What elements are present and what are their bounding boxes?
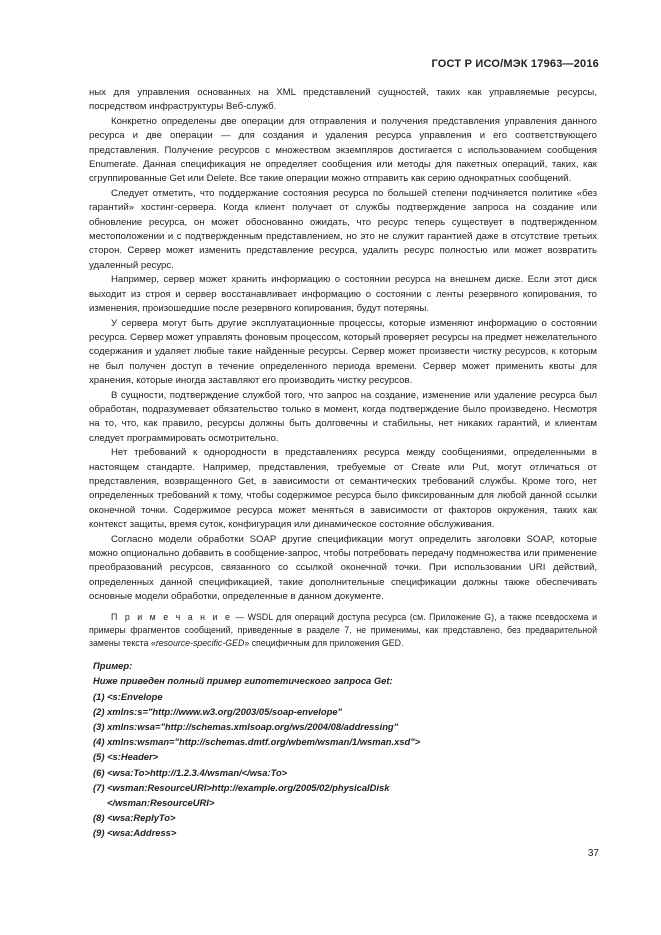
code-line: (2) xmlns:s="http://www.w3.org/2003/05/soap-envelope" bbox=[93, 705, 342, 717]
paragraph: Конкретно определены две операции для отправления и получения представления управления данного ресурса и две операции — для создания и удаления ресурса управления и его соответствующего представления. Получение ресурсов с множеством экземпляров достигается с использованием сообщения Enumerate. Данная спецификация не определяет сообщения или методы для пакетных операций, таких, как сгруппированные Get или Delete. Все такие операции можно отправить как серию однократных сообщений. bbox=[89, 115, 597, 185]
note bbox=[89, 611, 597, 651]
note-text: — WSDL для операций доступа ресурса (см. Приложение G), а также псевдосхема и примеры фрагментов сообщений, приведенные в разделе 7, не применимы, как представлено, без предварительной замены текста « bbox=[89, 611, 597, 649]
example-intro: Ниже приведен полный пример гипотетического запроса Get: bbox=[93, 675, 393, 687]
code-line: (3) xmlns:wsa="http://schemas.xmlsoap.org/ws/2004/08/addressing" bbox=[93, 721, 399, 733]
code-line: (1) <s:Envelope bbox=[93, 690, 163, 702]
paragraph: В сущности, подтверждение службой того, что запрос на создание, изменение или удаление ресурса был обработан, подразумевает обязательство только в момент, когда подтверждение было произведено. Несмотря на то, что, как правило, ресурсы должны быть долговечны и стабильны, нет никаких гарантий, и клиентам следует программировать осмотрительно. bbox=[89, 389, 597, 444]
code-line: (8) <wsa:ReplyTo> bbox=[93, 812, 176, 824]
document-header: ГОСТ Р ИСО/МЭК 17963—2016 bbox=[431, 58, 599, 70]
paragraph: Следует отметить, что поддержание состояния ресурса по большей степени подчиняется политике «без гарантий» хостинг-сервера. Когда клиент получает от службы подтверждение запроса на создание или обновление ресурса, он может обоснованно ожидать, что ресурс теперь существует в подтвержденном местоположении и с подтвержденным представлением, но это не служит гарантией даже в отсутствие третьих сторон. Сервер может изменить представление ресурса, удалить ресурс полностью или может возвратить удаленный ресурс. bbox=[89, 187, 597, 271]
code-line: (5) <s:Header> bbox=[93, 751, 159, 763]
code-line: (7) <wsman:ResourceURI>http://example.org/2005/02/physicalDisk bbox=[93, 781, 390, 793]
paragraph: У сервера могут быть другие эксплуатационные процессы, которые изменяют информацию о состоянии ресурса. Сервер может управлять фоновым процессом, который проверяет ресурсы на предмет нежелательного содержания и удаляет любые такие найденные ресурсы. Сервер может произвести чистку ресурсов, к которым не был получен доступ в течение определенного периода времени. Сервер может применить квоты для хранения, которые иногда заставляют его производить чистку ресурсов. bbox=[89, 317, 597, 387]
paragraph: Нет требований к однородности в представлениях ресурса между сообщениями, определенными в настоящем стандарте. Например, представления, требуемые от Create или Put, могут отличаться от представления, возвращенного Get, в зависимости от семантических требований службы. Кроме того, нет определенных требований к тому, чтобы содержимое ресурса было фиксированным для любой данной ссылки оконечной точки. Содержимое ресурса может меняться в зависимости от факторов окружения, таких как контекст защиты, время суток, конфигурация или динамическое состояние обслуживания. bbox=[89, 447, 597, 531]
code-line: (6) <wsa:To>http://1.2.3.4/wsman/</wsa:To> bbox=[93, 766, 288, 778]
code-line: </wsman:ResourceURI> bbox=[107, 797, 215, 809]
code-line: (9) <wsa:Address> bbox=[93, 827, 177, 839]
page-number: 37 bbox=[587, 848, 599, 859]
code-example bbox=[89, 658, 597, 840]
paragraph: Согласно модели обработки SOAP другие спецификации могут определить заголовки SOAP, которые можно опционально добавить в сообщение-запрос, чтобы потребовать передачу подмножества или применение преобразований ресурсов, связанного со ссылкой оконечной точки. При использовании URI действий, определенных данной спецификацией, такие дополнительные спецификации должны также обеспечивать основные модели обработки, определенные в данном документе. bbox=[89, 533, 597, 603]
code-line: (4) xmlns:wsman="http://schemas.dmtf.org/wbem/wsman/1/wsman.xsd"> bbox=[93, 736, 421, 748]
paragraph: Например, сервер может хранить информацию о состоянии ресурса на внешнем диске. Если этот диск выходит из строя и сервер восстанавливает информацию о состоянии с ленты резервного копирования, то изменения, произошедшие после резервного копирования, будут потеряны. bbox=[89, 274, 597, 315]
example-heading: Пример: bbox=[93, 660, 133, 672]
note-label: П р и м е ч а н и е bbox=[111, 611, 232, 622]
note-italic-term: resource-specific-GED bbox=[155, 638, 245, 649]
document-body bbox=[89, 86, 597, 841]
paragraph: ных для управления основанных на XML представлений сущностей, таких как управляемые ресурсы, посредством инфраструктуры Веб-служб. bbox=[89, 87, 597, 113]
note-text-end: » специфичным для приложения GED. bbox=[244, 638, 404, 649]
